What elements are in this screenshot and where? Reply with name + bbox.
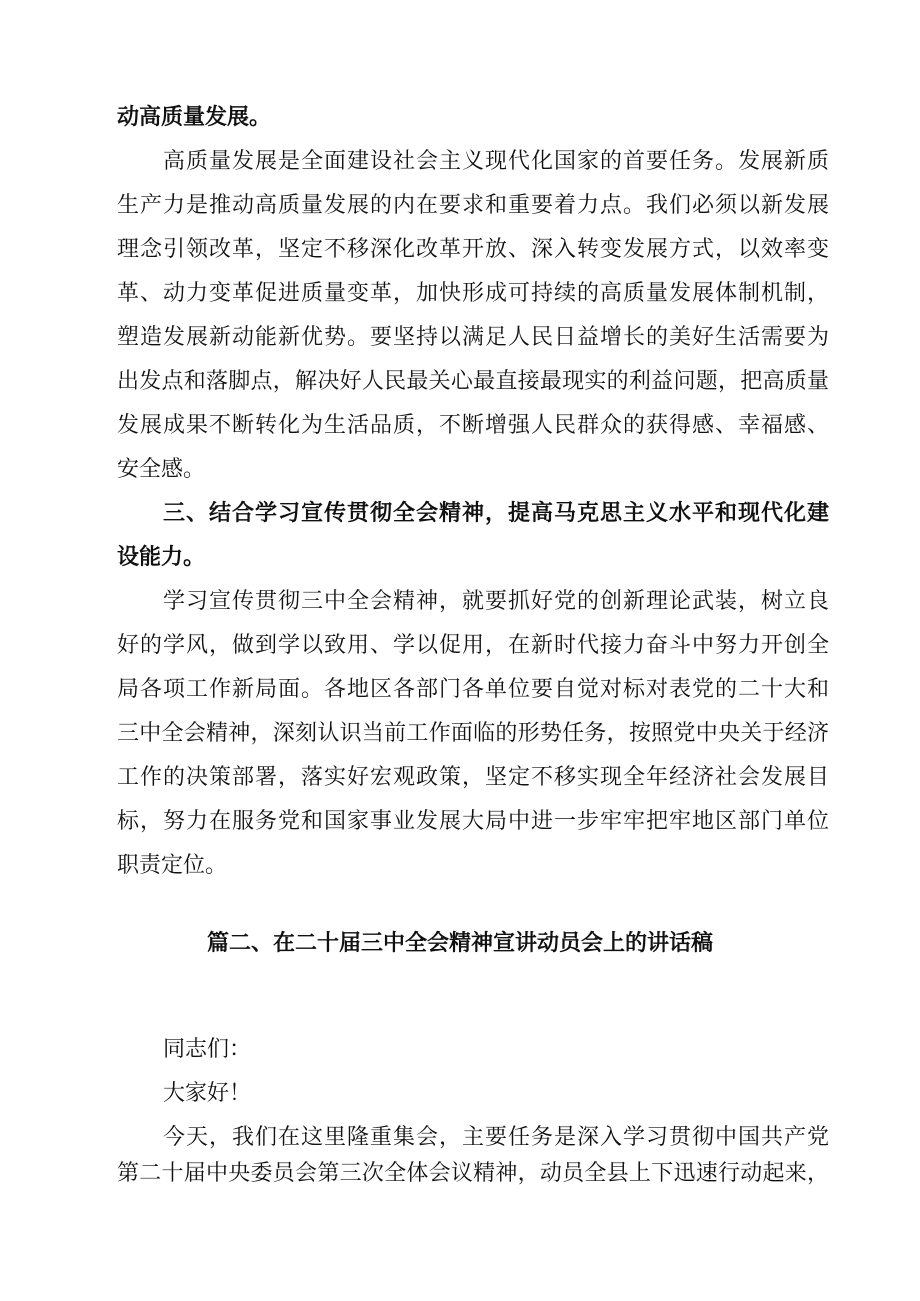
paragraph-3-line-1: 今天，我们在这里隆重集会，主要任务是深入学习贯彻中国共产党	[163, 1125, 829, 1150]
paragraph-2-line-6: 标，努力在服务党和国家事业发展大局中进一步牢牢把牢地区部门单位	[117, 809, 829, 834]
paragraph-2-line-4: 三中全会精神，深刻认识当前工作面临的形势任务，按照党中央关于经济	[117, 721, 829, 746]
paragraph-2-line-7: 职责定位。	[117, 853, 228, 878]
salutation: 同志们：	[163, 1037, 252, 1062]
paragraph-1-line-4: 革、动力变革促进质量变革，加快形成可持续的高质量发展体制机制，	[117, 281, 829, 306]
paragraph-1-line-5: 塑造发展新动能新优势。要坚持以满足人民日益增长的美好生活需要为	[117, 325, 829, 350]
heading-continued: 动高质量发展。	[117, 105, 272, 130]
paragraph-3-line-2: 第二十届中央委员会第三次全体会议精神，动员全县上下迅速行动起来，	[117, 1161, 829, 1186]
greeting: 大家好！	[163, 1081, 252, 1106]
section-3-heading-line-2: 设能力。	[117, 545, 206, 570]
paragraph-2-line-1: 学习宣传贯彻三中全会精神，就要抓好党的创新理论武装，树立良	[163, 589, 829, 614]
paragraph-1-line-8: 安全感。	[117, 457, 206, 482]
paragraph-1-line-3: 理念引领改革，坚定不移深化改革开放、深入转变发展方式，以效率变	[117, 237, 829, 262]
paragraph-2-line-5: 工作的决策部署，落实好宏观政策，坚定不移实现全年经济社会发展目	[117, 765, 829, 790]
paragraph-1-line-2: 生产力是推动高质量发展的内在要求和重要着力点。我们必须以新发展	[117, 193, 829, 218]
paragraph-1-line-1: 高质量发展是全面建设社会主义现代化国家的首要任务。发展新质	[163, 149, 829, 174]
paragraph-1-line-7: 发展成果不断转化为生活品质，不断增强人民群众的获得感、幸福感、	[117, 413, 829, 438]
paragraph-2-line-2: 好的学风，做到学以致用、学以促用，在新时代接力奋斗中努力开创全	[117, 633, 829, 658]
paragraph-1-line-6: 出发点和落脚点，解决好人民最关心最直接最现实的利益问题，把高质量	[117, 369, 829, 394]
part-2-title: 篇二、在二十届三中全会精神宣讲动员会上的讲话稿	[206, 931, 713, 956]
paragraph-2-line-3: 局各项工作新局面。各地区各部门各单位要自觉对标对表党的二十大和	[117, 677, 829, 702]
section-3-heading-line-1: 三、结合学习宣传贯彻全会精神，提高马克思主义水平和现代化建	[163, 501, 829, 526]
